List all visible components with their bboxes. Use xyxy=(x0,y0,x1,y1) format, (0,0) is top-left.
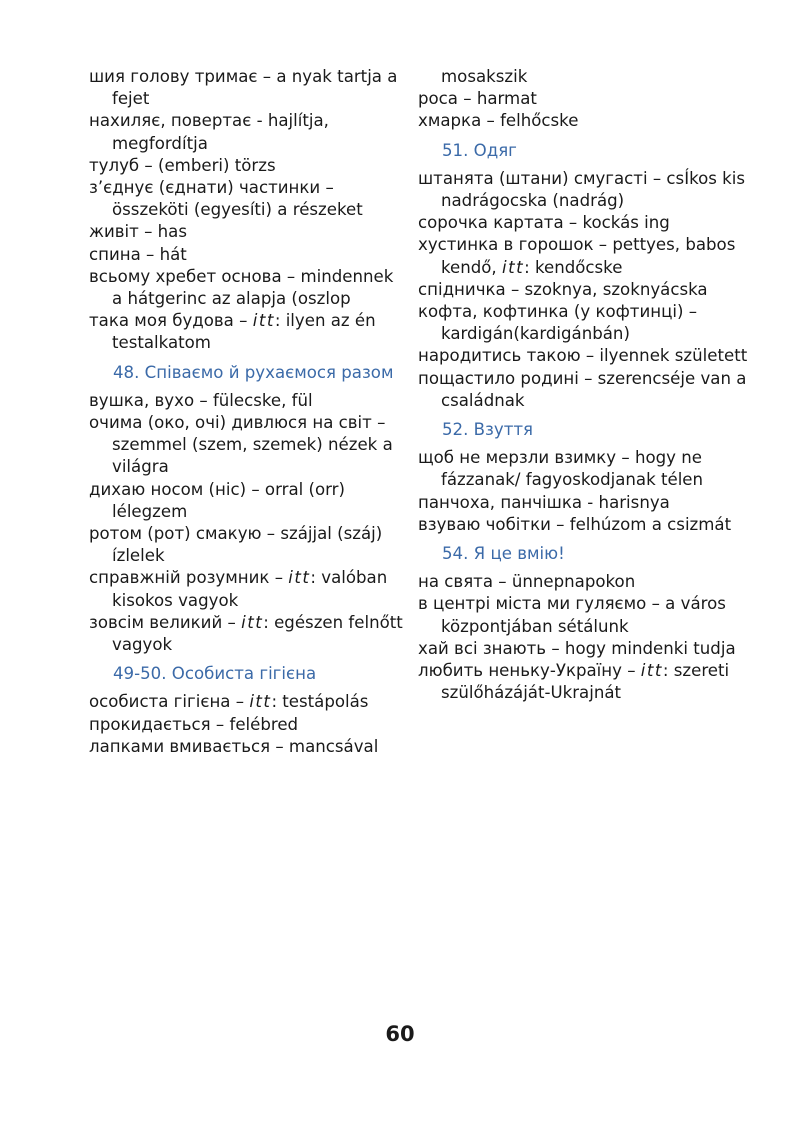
glossary-entry: в центрі міста ми гуляємо – a város központjában sétálunk xyxy=(418,594,726,636)
glossary-entry xyxy=(418,660,748,704)
glossary-entry: хмарка – felhőcske xyxy=(418,111,579,131)
glossary-entry: шия голову тримає – a nyak tartja a fejet xyxy=(89,67,398,109)
entry-text-after: : kendőcske xyxy=(524,257,623,277)
glossary-entry: з’єднує (єднати) частинки – összeköti (egyesíti) a részeket xyxy=(89,178,363,220)
itt-abbreviation: itt xyxy=(640,661,663,681)
entry-text-after: : ilyen az én testalkatom xyxy=(112,311,376,353)
glossary-entry: сорочка картата – kockás ing xyxy=(418,213,670,233)
glossary-entry: спина – hát xyxy=(89,244,187,264)
glossary-entry xyxy=(89,691,407,713)
itt-abbreviation: itt xyxy=(501,257,525,277)
glossary-entry: ротом (рот) смакую – szájjal (száj) ízlelek xyxy=(89,524,383,566)
glossary-entry xyxy=(89,310,407,354)
glossary-entry: всьому хребет основа – mindennek a hátgerinc az alapja (oszlop xyxy=(89,266,394,309)
glossary-entry xyxy=(89,612,407,656)
section-heading: 48. Співаємо й рухаємося разом xyxy=(113,362,394,382)
glossary-entry: кофта, кофтинка (у кофтинці) – kardigán(kardigánbán) xyxy=(418,302,698,344)
entry-text-before: зовсім великий – xyxy=(89,612,242,632)
glossary-entry: прокидається – felébred xyxy=(89,714,299,734)
entry-text-after: : valóban kisokos vagyok xyxy=(112,568,388,610)
entry-text-before: така моя будова – xyxy=(89,311,253,331)
glossary-right-column xyxy=(418,66,748,704)
glossary-entry: спідничка – szoknya, szoknyácska xyxy=(418,279,708,299)
entry-text-after: : testápolás xyxy=(271,692,369,712)
glossary-entry xyxy=(418,234,748,278)
glossary-entry: очима (око, очі) дивлюся на світ – szemmel (szem, szemek) nézek a világra xyxy=(89,413,393,477)
glossary-entry: дихаю носом (ніс) – orral (orr) lélegzem xyxy=(89,479,345,521)
glossary-entry: хай всі знають – hogy mindenki tudja xyxy=(418,638,736,658)
entry-text-after: : egészen felnőtt vagyok xyxy=(112,612,403,655)
glossary-entry: штанята (штани) смугасті – csÍkos kis nadrágocska (nadrág) xyxy=(418,168,746,211)
entry-text-before: справжній розумник – xyxy=(89,568,289,588)
glossary-entry: лапками вмивається – mancsával xyxy=(89,736,379,756)
section-heading: 52. Взуття xyxy=(442,420,534,440)
glossary-entry: щоб не мерзли взимку – hogy ne fázzanak/ fagyoskodjanak télen xyxy=(418,448,704,490)
glossary-left-column xyxy=(89,66,407,758)
itt-abbreviation: itt xyxy=(241,612,264,632)
glossary-entry xyxy=(89,567,407,611)
section-heading: 51. Одяг xyxy=(442,140,517,160)
glossary-entry: пощастило родині – szerencséje van a családnak xyxy=(418,368,747,410)
entry-text-before: особиста гігієна – xyxy=(89,692,250,712)
entry-text-after: : szereti szülőházáját-Ukrajnát xyxy=(441,661,730,703)
glossary-entry: роса – harmat xyxy=(418,89,537,109)
glossary-entry: взуваю чобітки – felhúzom a csizmát xyxy=(418,514,732,534)
glossary-entry: на свята – ünnepnapokon xyxy=(418,572,636,592)
glossary-entry: тулуб – (emberi) törzs xyxy=(89,155,276,175)
glossary-entry: народитись такою – ilyennek született xyxy=(418,346,748,366)
glossary-entry: вушка, вухо – fülecske, fül xyxy=(89,390,313,410)
section-heading: 54. Я це вмію! xyxy=(442,544,565,564)
section-heading: 49-50. Особиста гігієна xyxy=(113,664,317,684)
entry-text-before: любить неньку-Україну – xyxy=(418,661,641,681)
itt-abbreviation: itt xyxy=(288,568,311,588)
entry-text-before: хустинка в горошок – pettyes, babos kendő, xyxy=(418,235,736,277)
glossary-entry: панчоха, панчішка - harisnya xyxy=(418,492,670,512)
glossary-entry: mosakszik xyxy=(441,67,528,86)
itt-abbreviation: itt xyxy=(252,311,275,331)
glossary-entry: нахиляє, повертає - hajlítja, megfordítja xyxy=(89,111,329,153)
itt-abbreviation: itt xyxy=(249,692,272,712)
page-number: 60 xyxy=(385,1022,415,1046)
glossary-entry: живіт – has xyxy=(89,222,187,242)
